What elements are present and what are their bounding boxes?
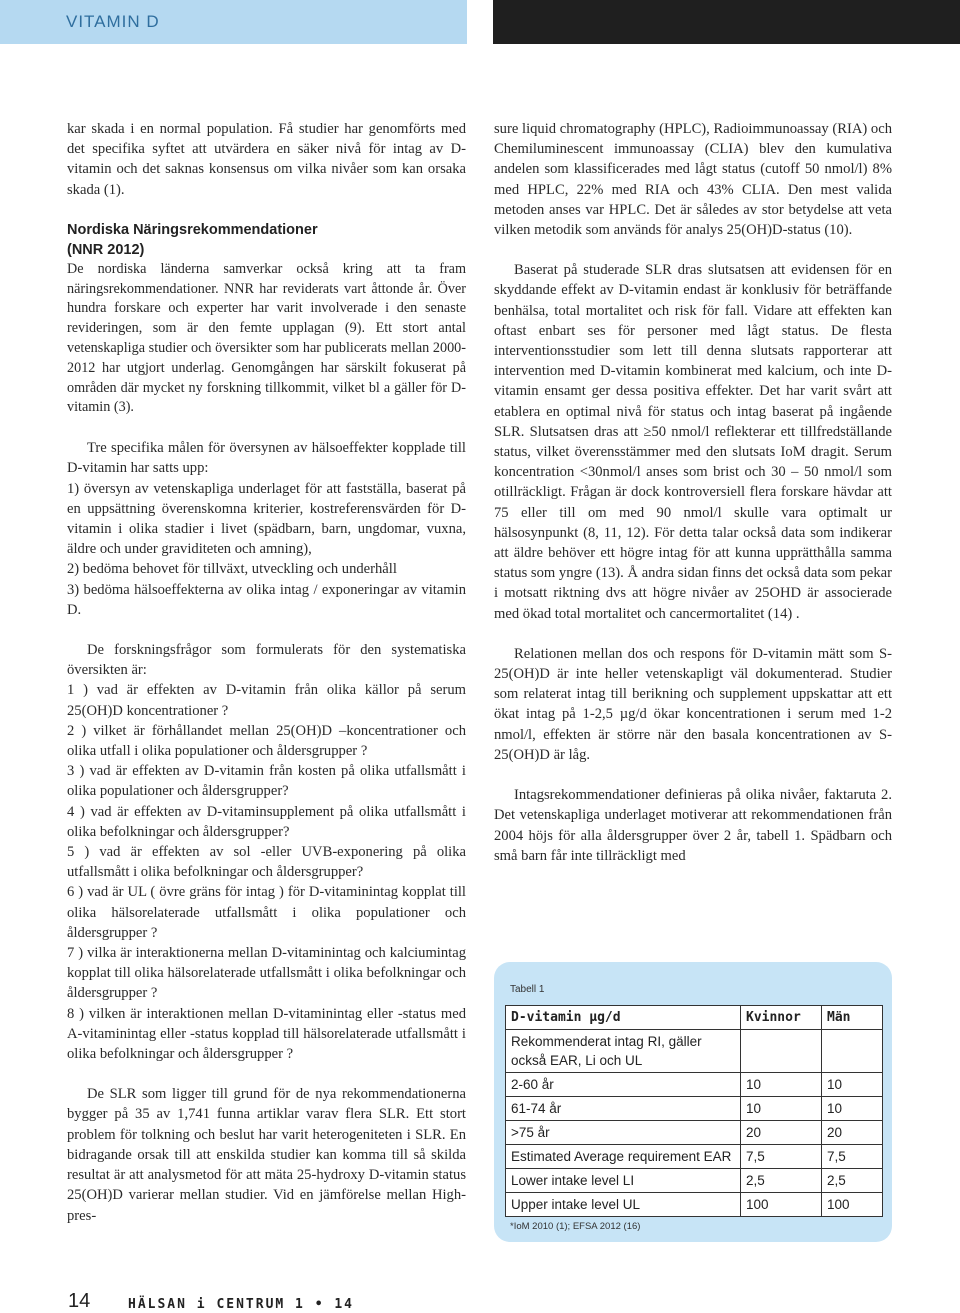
table-cell: Lower intake level LI xyxy=(506,1169,741,1193)
table-cell: 10 xyxy=(741,1073,822,1097)
table-row xyxy=(506,1145,883,1169)
question-6: 6 ) vad är UL ( övre gräns för intag ) för D-vitaminintag kopplat till olika hälsorelaterade utfallsmått i olika populationer och åldersgrupper ? xyxy=(67,884,466,941)
intake-recommendation-paragraph: Intagsrekommendationer definieras på olika nivåer, faktaruta 2. Det vetenskapliga underlaget motiverar att rekommendationen från 2004 höjs för alla åldersgrupper över 2 år, tabell 1. Spädbarn och små barn får inte tillräckligt med xyxy=(494,787,892,864)
page-number: 14 xyxy=(68,1290,91,1312)
question-4: 4 ) vad är effekten av D-vitaminsupplement på olika utfallsmått i olika befolkningar och åldersgrupper? xyxy=(67,803,466,840)
slr-conclusion-paragraph: Baserat på studerade SLR dras slutsatsen att evidensen för en skyddande effekt av D-vitamin endast är konklusiv för beträffande benhälsa, total mortalitet och risk för fall. Vidare att effekten kan oftast enbart ses för personer med lågt status. De flesta interventionsstudier som lett till denna slutsats rapporterar att intervention med D-vitamin kombinerat med kalcium, och inte D-vitamin ensamt ger dessa positiva effekter. Det har varit svårt att etablera en optimal nivå för status och intag baserat på ingående SLR. Slutsatsen dras att ≥50 nmol/l reflekterar ett tillfredställande status, vilket överensstämmer med den slutsats IoM dragit. Serum koncentration <30nmol/l anses som brist och 30 – 50 nmol/l som otillräckligt. Frågan är dock kontroversiell flera forskare hävdar att 75 eller till om med 90 nmol/l skulle vara optimalt ur hälsosynpunkt (8, 11, 12). För detta talar också data som indikerar att äldre behöver ett högre intag för att kunna upprätthålla samma status som yngre (13). Å andra sidan finns det också data som pekar i motsatt riktning dvs att högre nivåer av 25OHD är associerade med ökad total mortalitet och cancermortalitet (14) . xyxy=(494,262,892,622)
table-row xyxy=(506,1121,883,1145)
question-8: 8 ) vilken är interaktionen mellan D-vitaminintag eller -status med A-vitaminintag eller -status kopplad till hälsorelaterade utfallsmått i olika befolkningar och åldersgrupper ? xyxy=(67,1005,466,1063)
table-cell: Rekommenderat intag RI, gäller också EAR, Li och UL xyxy=(506,1030,741,1073)
question-1: 1 ) vad är effekten av D-vitamin från olika källor på serum 25(OH)D koncentrationer ? xyxy=(67,682,466,719)
table-cell xyxy=(822,1030,883,1073)
nnr-heading-line1: Nordiska Näringsrekommendationer xyxy=(67,221,318,238)
table-row xyxy=(506,1169,883,1193)
nnr-heading xyxy=(67,220,466,260)
table-cell: 10 xyxy=(741,1097,822,1121)
table-cell: 2,5 xyxy=(741,1169,822,1193)
goal-2: 2) bedöma behovet för tillväxt, utveckling och underhåll xyxy=(67,561,397,578)
goals-intro: Tre specifika målen för översynen av hälsoeffekter kopplade till D-vitamin har satts upp: xyxy=(67,440,466,477)
table-cell: 20 xyxy=(822,1121,883,1145)
nnr-paragraph: De nordiska länderna samverkar också kring att ta fram näringsrekommendationer. NNR har reviderats vart åttonde år. Över hundra forskare och experter har varit involverade i den senaste revideringen, som är den femte upplagan (9). Ett stort antal vetenskapliga studier och översikter som har publicerats mellan 2000-2012 har utgjort underlag. Genomgången har särskilt fokuserat på områden där mycket ny forskning tillkommit, vilket bl a gäller för D-vitamin (3). xyxy=(67,260,466,416)
left-column xyxy=(67,119,466,1226)
question-2: 2 ) vilket är förhållandet mellan 25(OH)D –koncentrationer och olika utfall i olika populationer och åldersgrupper ? xyxy=(67,722,466,760)
table-cell: 7,5 xyxy=(822,1145,883,1169)
header-dark-band xyxy=(493,0,960,44)
dose-response-paragraph: Relationen mellan dos och respons för D-vitamin mätt som S-25(OH)D är inte heller vetenskapligt väl dokumenterad. Studier som relaterat intag till berikning och supplement uppskattar att ett ökat intag på 1-2,5 µg/d ökar koncentrationen i serum med 1-2 nmol/l, effekten är större när den basala koncentrationen av S-25(OH)D är låg. xyxy=(494,645,892,763)
header-kvinnor: Kvinnor xyxy=(741,1006,822,1030)
table-row xyxy=(506,1097,883,1121)
question-5: 5 ) vad är effekten av sol -eller UVB-exponering på olika utfallsmått i olika befolkningar och åldersgrupper? xyxy=(67,844,466,881)
right-column xyxy=(494,119,892,866)
table-footnote: *IoM 2010 (1); EFSA 2012 (16) xyxy=(510,1221,641,1232)
table-row xyxy=(506,1073,883,1097)
goal-1: 1) översyn av vetenskapliga underlaget för att fastställa, baserat på en uppsättning överenskomna kriterier, kostreferensvärden för D-vitamin i olika stadier i livet (spädbarn, barn, ungdomar, vuxna, äldre och under graviditeten och amning), xyxy=(67,480,466,558)
publication-name: HÄLSAN i CENTRUM 1 • 14 xyxy=(128,1297,355,1312)
slr-paragraph: De SLR som ligger till grund för de nya rekommendationerna bygger på 35 av 1,741 funna artiklar varav flera SLR. Ett stort problem för tolkning och beslut har varit heterogeniteten i SLR. En bidragande orsak till att enskilda studier kan komma till så skilda resultat är att analysmetod för att mäta 25-hydroxy D-vitamin status 25(OH)D varierar mellan studier. Vid en jämförelse mellan High-pres- xyxy=(67,1086,466,1224)
question-7: 7 ) vilka är interaktionerna mellan D-vitaminintag och kalciumintag kopplat till olika hälsorelaterade utfallsmått i olika befolkningar och åldersgrupper ? xyxy=(67,945,466,1002)
table-cell: 10 xyxy=(822,1073,883,1097)
intro-paragraph: kar skada i en normal population. Få studier har genomförts med det specifika syftet att utvärdera en säker nivå för intag av D-vitamin och det saknas konsensus om vilka nivåer som kan orsaka skada (1). xyxy=(67,121,466,198)
vitamin-d-table xyxy=(505,1005,883,1217)
goal-3: 3) bedöma hälsoeffekterna av olika intag / exponeringar av vitamin D. xyxy=(67,581,466,618)
table-row xyxy=(506,1030,883,1073)
table-cell: 2-60 år xyxy=(506,1073,741,1097)
table-cell: 100 xyxy=(741,1193,822,1217)
table-cell: 10 xyxy=(822,1097,883,1121)
table-caption: Tabell 1 xyxy=(510,984,545,995)
nnr-heading-line2: (NNR 2012) xyxy=(67,241,145,258)
table-cell: 61-74 år xyxy=(506,1097,741,1121)
table-row xyxy=(506,1193,883,1217)
section-title: VITAMIN D xyxy=(66,12,160,31)
table-cell: 20 xyxy=(741,1121,822,1145)
table-header-row xyxy=(506,1006,883,1030)
table-cell xyxy=(741,1030,822,1073)
table-cell: 100 xyxy=(822,1193,883,1217)
header-dvitamin: D-vitamin µg/d xyxy=(506,1006,741,1030)
questions-intro: De forskningsfrågor som formulerats för den systematiska översikten är: xyxy=(67,642,466,679)
hplc-paragraph: sure liquid chromatography (HPLC), Radioimmunoassay (RIA) och Chemiluminescent immunoassay (CLIA) blev den kumulativa andelen som klassificerades med lågt status (cutoff 50 nmol/l) 8% med HPLC, 22% med RIA och 43% CLIA. Den mest valida metoden anses var HPLC. Det är således av stor betydelse att veta vilken metodik som används för analys 25(OH)D-status (10). xyxy=(494,121,892,239)
header-man: Män xyxy=(822,1006,883,1030)
table-cell: 2,5 xyxy=(822,1169,883,1193)
table-cell: Upper intake level UL xyxy=(506,1193,741,1217)
table-cell: Estimated Average requirement EAR xyxy=(506,1145,741,1169)
table-cell: 7,5 xyxy=(741,1145,822,1169)
question-3: 3 ) vad är effekten av D-vitamin från kosten på olika utfallsmått i olika populationer och åldersgrupper? xyxy=(67,763,466,800)
table-cell: >75 år xyxy=(506,1121,741,1145)
